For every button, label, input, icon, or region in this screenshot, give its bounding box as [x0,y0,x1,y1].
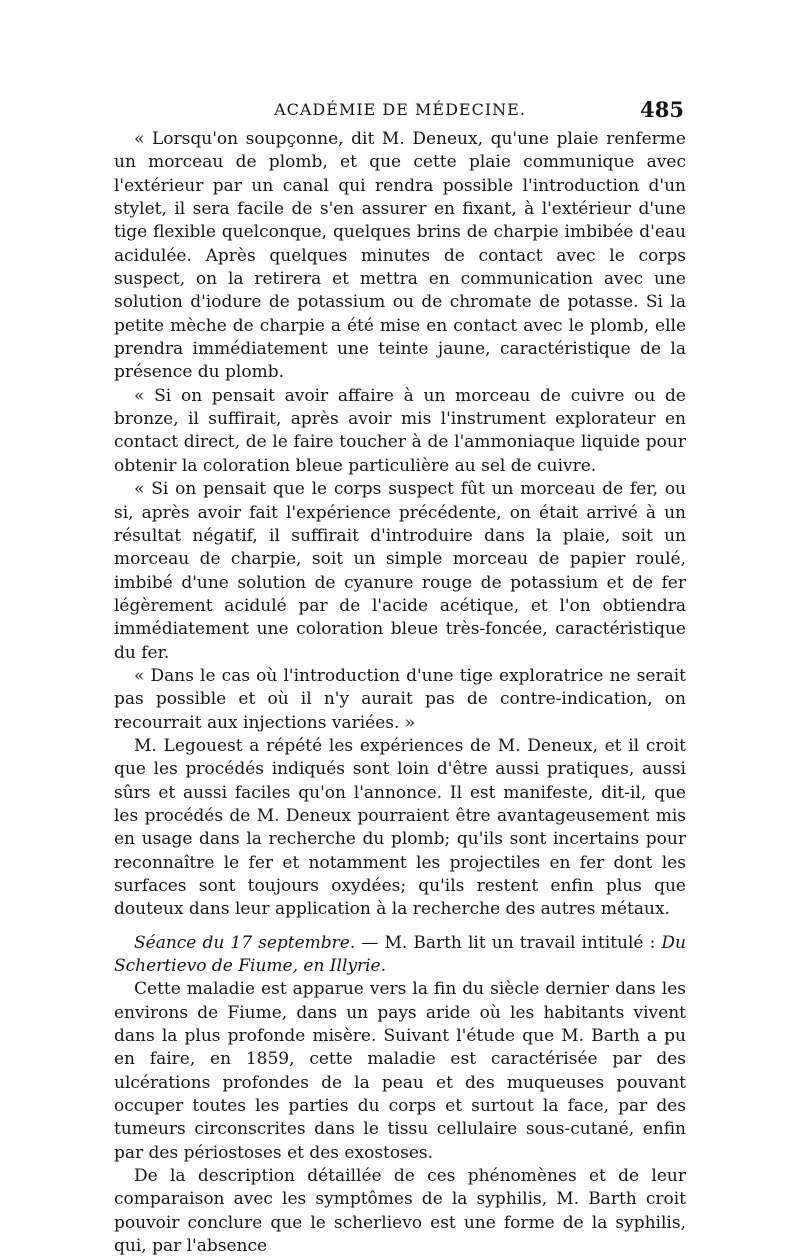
paragraph: « Lorsqu'on soupçonne, dit M. Deneux, qu'une plaie renferme un morceau de plomb, et que cette plaie communique avec l'extérieur par un canal qui rendra possible l'introduction d'un stylet, il sera facile de s'en assurer en fixant, à l'extérieur d'une tige flexible quelconque, quelques brins de charpie imbibée d'eau acidulée. Après quelques minutes de contact avec le corps suspect, on la retirera et mettra en communication avec une solution d'iodure de potassium ou de chromate de potasse. Si la petite mèche de charpie a été mise en contact avec le plomb, elle prendra immédiatement une teinte jaune, caractéristique de la présence du plomb. [114,129,686,383]
paragraph: « Dans le cas où l'introduction d'une tige exploratrice ne serait pas possible et où il n'y aurait pas de contre-indication, on recourrait aux injections variées. » [114,665,686,733]
body-text [114,128,686,1259]
paragraph: M. Legouest a répété les expériences de M. Deneux, et il croit que les procédés indiqués sont loin d'être aussi pratiques, aussi sûrs et aussi faciles qu'on l'annonce. Il est manifeste, dit-il, que les procédés de M. Deneux pourraient être avantageusement mis en usage dans la recherche du plomb; qu'ils sont incertains pour reconnaître le fer et notamment les projectiles en fer dont les surfaces sont toujours oxydées; qu'ils restent enfin plus que douteux dans leur application à la recherche des autres métaux. [114,735,686,920]
session-heading [114,932,686,979]
session-intro: — M. Barth lit un travail intitulé : [355,932,662,953]
running-header [114,97,686,126]
paragraph: De la description détaillée de ces phénomènes et de leur comparaison avec les symptômes de la syphilis, M. Barth croit pouvoir conclure que le scherlievo est une forme de la syphilis, qui, par l'absence [114,1166,686,1257]
session-date: Séance du 17 septembre. [134,932,356,953]
paragraph: Cette maladie est apparue vers la fin du siècle dernier dans les environs de Fiume, dans un pays aride où les habitants vivent dans la plus profonde misère. Suivant l'étude que M. Barth a pu en faire, en 1859, cette maladie est caractérisée par des ulcérations profondes de la peau et des muqueuses pouvant occuper toutes les parties du corps et surtout la face, par des tumeurs circonscrites dans le tissu cellulaire sous-cutané, enfin par des périostoses et des exostoses. [114,979,686,1163]
work-title: Du Schertievo de Fiume, en Illyrie. [114,932,686,977]
running-title: ACADÉMIE DE MÉDECINE. [274,100,526,119]
paragraph: « Si on pensait que le corps suspect fût un morceau de fer, ou si, après avoir fait l'expérience précédente, on était arrivé à un résultat négatif, il suffirait d'introduire dans la plaie, soit un morceau de charpie, soit un simple morceau de papier roulé, imbibé d'une solution de cyanure rouge de potassium et de fer légèrement acidulé par de l'acide acétique, et l'on obtiendra immédiatement une coloration bleue très-foncée, caractéristique du fer. [114,479,686,663]
paragraph: « Si on pensait avoir affaire à un morceau de cuivre ou de bronze, il suffirait, après avoir mis l'instrument explorateur en contact direct, de le faire toucher à de l'ammoniaque liquide pour obtenir la coloration bleue particulière au sel de cuivre. [114,385,686,476]
page-number: 485 [640,97,684,122]
